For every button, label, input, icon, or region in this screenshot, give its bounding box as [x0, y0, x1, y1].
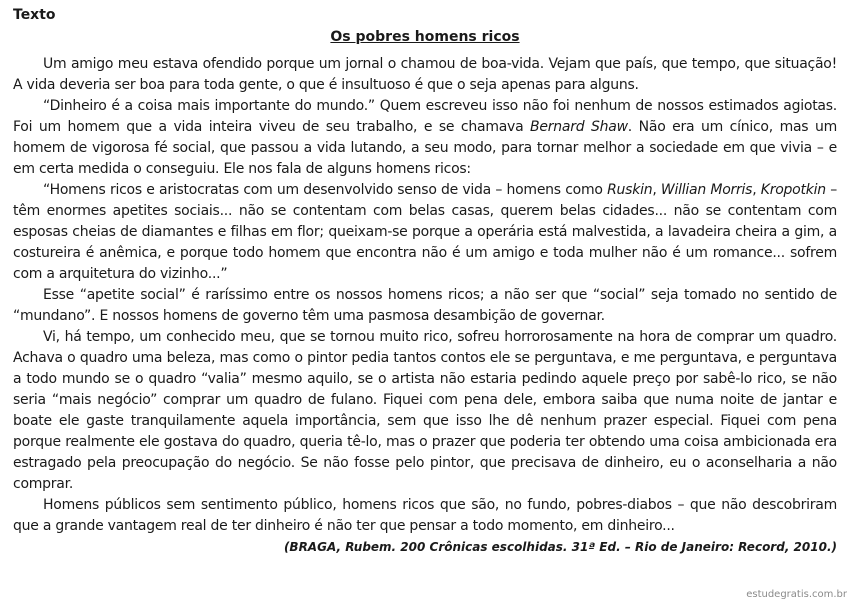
text-segment: . Não era um cínico, mas um homem de vigorosa fé social, que passou a vida lutando, a seu modo, para tornar melhor a sociedade em que vivia – e em certa medida o conseguiu. Ele nos fala de alguns homens ricos: [13, 119, 837, 177]
document [13, 6, 837, 556]
italic-name: Kropotkin [760, 182, 826, 198]
paragraph [13, 54, 837, 96]
text-segment: “Dinheiro é a coisa mais importante do mundo.” Quem escreveu isso não foi nenhum de nossos estimados agiotas. Foi um homem que a vida inteira viveu de seu trabalho, e se chamava [13, 98, 837, 135]
text-segment: Vi, há tempo, um conhecido meu, que se tornou muito rico, sofreu horrorosamente na hora de comprar um quadro. Achava o quadro uma beleza, mas como o pintor pedia tantos contos ele se perguntava, e me perguntava, e perguntava a todo mundo se o quadro “valia” mesmo aquilo, se o artista não estaria pedindo aquele preço por sabê-lo rico, se não seria “mais negócio” comprar um quadro de fulano. Fiquei com pena dele, embora saiba que numa noite de jantar e boate ele gaste tranquilamente aquela importância, sem que isso lhe dê nenhum prazer especial. Fiquei com pena porque realmente ele gostava do quadro, queria tê-lo, mas o prazer que poderia ter obtendo uma coisa ambicionada era estragado pela preocupação do negócio. Se não fosse pelo pintor, que precisava de dinheiro, eu o aconselharia a não comprar. [13, 329, 837, 492]
text-segment: , [652, 182, 661, 198]
text-segment: – têm enormes apetites sociais... não se contentam com belas casas, querem belas cidades... não se contentam com esposas cheias de diamantes e filhas em flor; queixam-se porque a operária está malvestida, a lavadeira cheira a gim, a costureira é anêmica, e porque todo homem que encontra não é um amigo e toda mulher não é um romance... sofrem com a arquitetura do vizinho...” [13, 182, 837, 282]
italic-name: Bernard Shaw [530, 119, 628, 135]
paragraph [13, 285, 837, 327]
site-watermark: estudegratis.com.br [746, 589, 847, 600]
text-title: Os pobres homens ricos [330, 29, 520, 45]
paragraph [13, 180, 837, 285]
paragraph [13, 327, 837, 495]
section-label: Texto [13, 7, 56, 23]
text-body [13, 54, 837, 537]
text-segment: , [752, 182, 761, 198]
italic-name: Willian Morris [660, 182, 753, 198]
citation: (BRAGA, Rubem. 200 Crônicas escolhidas. 31ª Ed. – Rio de Janeiro: Record, 2010.) [283, 540, 837, 554]
text-segment: “Homens ricos e aristocratas com um desenvolvido senso de vida – homens como [43, 182, 608, 198]
text-segment: Homens públicos sem sentimento público, homens ricos que são, no fundo, pobres-diabos – que não descobriram que a grande vantagem real de ter dinheiro é não ter que pensar a todo momento, em dinheiro... [13, 497, 837, 534]
italic-name: Ruskin [607, 182, 653, 198]
paragraph [13, 96, 837, 180]
text-segment: Esse “apetite social” é raríssimo entre os nossos homens ricos; a não ser que “social” seja tomado no sentido de “mundano”. E nossos homens de governo têm uma pasmosa desambição de governar. [13, 287, 837, 324]
paragraph [13, 495, 837, 537]
text-segment: Um amigo meu estava ofendido porque um jornal o chamou de boa-vida. Vejam que país, que tempo, que situação! A vida deveria ser boa para toda gente, o que é insultuoso é que o seja apenas para alguns. [13, 56, 837, 93]
